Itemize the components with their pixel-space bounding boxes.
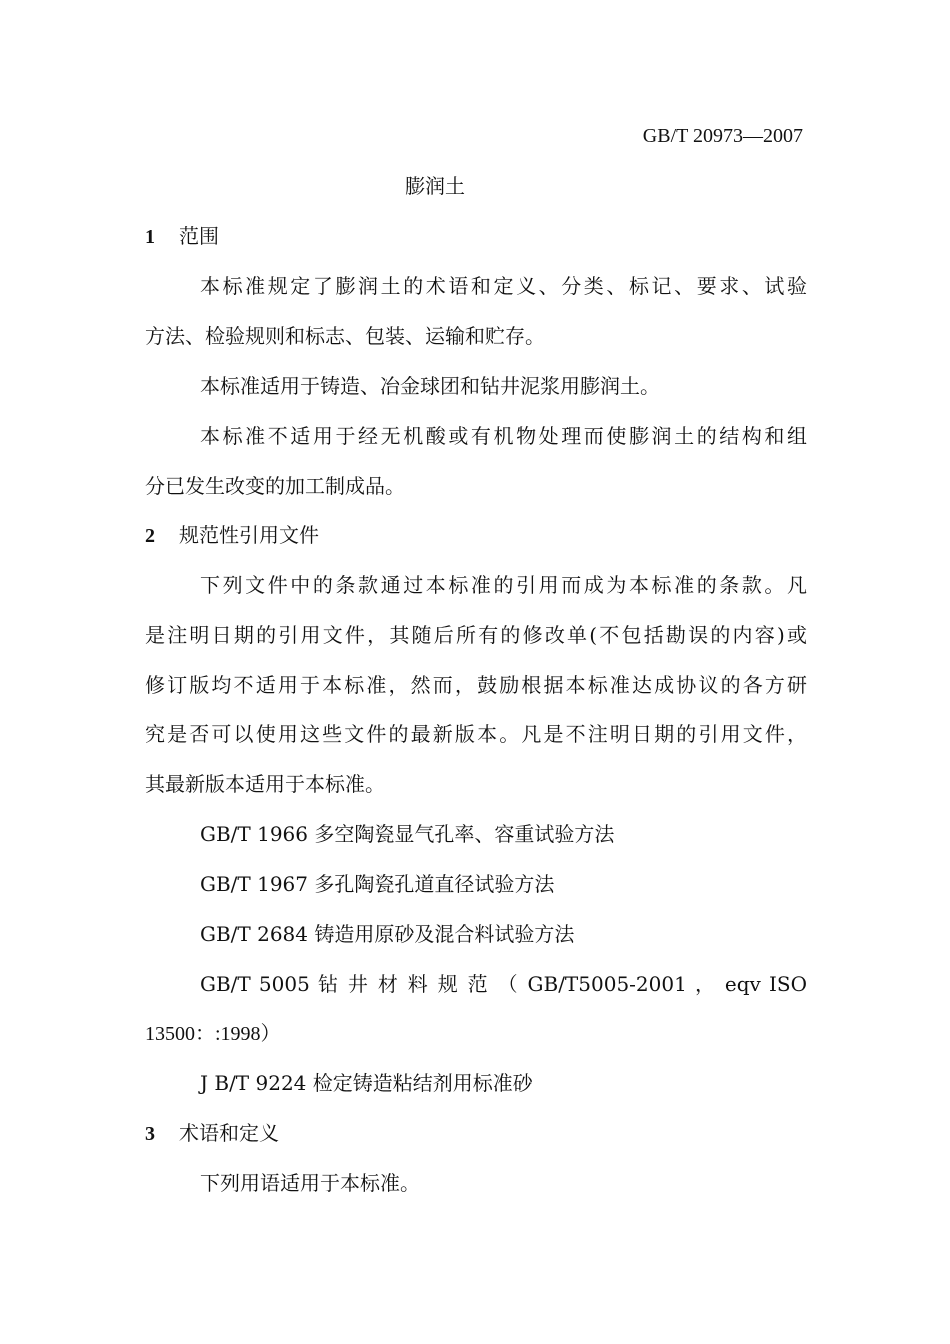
paragraph-line: 其最新版本适用于本标准。 — [145, 772, 385, 796]
reference-item: GB/T 5005 钻 井 材 料 规 范 （ GB/T5005-2001 ， eqv ISO — [200, 972, 807, 996]
reference-item: GB/T 2684 铸造用原砂及混合料试验方法 — [200, 922, 575, 946]
paragraph-line: 下列文件中的条款通过本标准的引用而成为本标准的条款。凡 — [200, 573, 807, 597]
section-number: 2 — [145, 525, 155, 547]
paragraph-line: 本标准适用于铸造、冶金球团和钻井泥浆用膨润土。 — [200, 374, 660, 398]
reference-item: J B/T 9224 检定铸造粘结剂用标准砂 — [200, 1071, 533, 1095]
paragraph-line: 究是否可以使用这些文件的最新版本。凡是不注明日期的引用文件， — [145, 722, 807, 746]
paragraph-line: 下列用语适用于本标准。 — [200, 1171, 420, 1195]
paragraph-line: 本标准规定了膨润土的术语和定义、分类、标记、要求、试验 — [200, 274, 807, 298]
section-heading — [145, 222, 807, 251]
paragraph-line: 分已发生改变的加工制成品。 — [145, 474, 405, 498]
section-heading — [145, 1119, 807, 1148]
section-number: 3 — [145, 1123, 155, 1145]
reference-item: GB/T 1967 多孔陶瓷孔道直径试验方法 — [200, 872, 555, 896]
paragraph-line: 本标准不适用于经无机酸或有机物处理而使膨润土的结构和组 — [200, 424, 807, 448]
reference-item: GB/T 1966 多空陶瓷显气孔率、容重试验方法 — [200, 822, 615, 846]
section-number: 1 — [145, 226, 155, 248]
section-title: 规范性引用文件 — [179, 523, 319, 547]
section-title: 范围 — [179, 224, 219, 248]
standard-code: GB/T 20973—2007 — [642, 125, 803, 147]
paragraph-line: 方法、检验规则和标志、包装、运输和贮存。 — [145, 324, 545, 348]
section-title: 术语和定义 — [179, 1121, 279, 1145]
paragraph-line: 修订版均不适用于本标准，然而，鼓励根据本标准达成协议的各方研 — [145, 673, 807, 697]
document-title: 膨润土 — [405, 174, 465, 198]
section-heading — [145, 521, 807, 550]
paragraph-line: 是注明日期的引用文件，其随后所有的修改单(不包括勘误的内容)或 — [145, 623, 807, 647]
reference-item-continued: 13500：:1998） — [145, 1023, 281, 1045]
